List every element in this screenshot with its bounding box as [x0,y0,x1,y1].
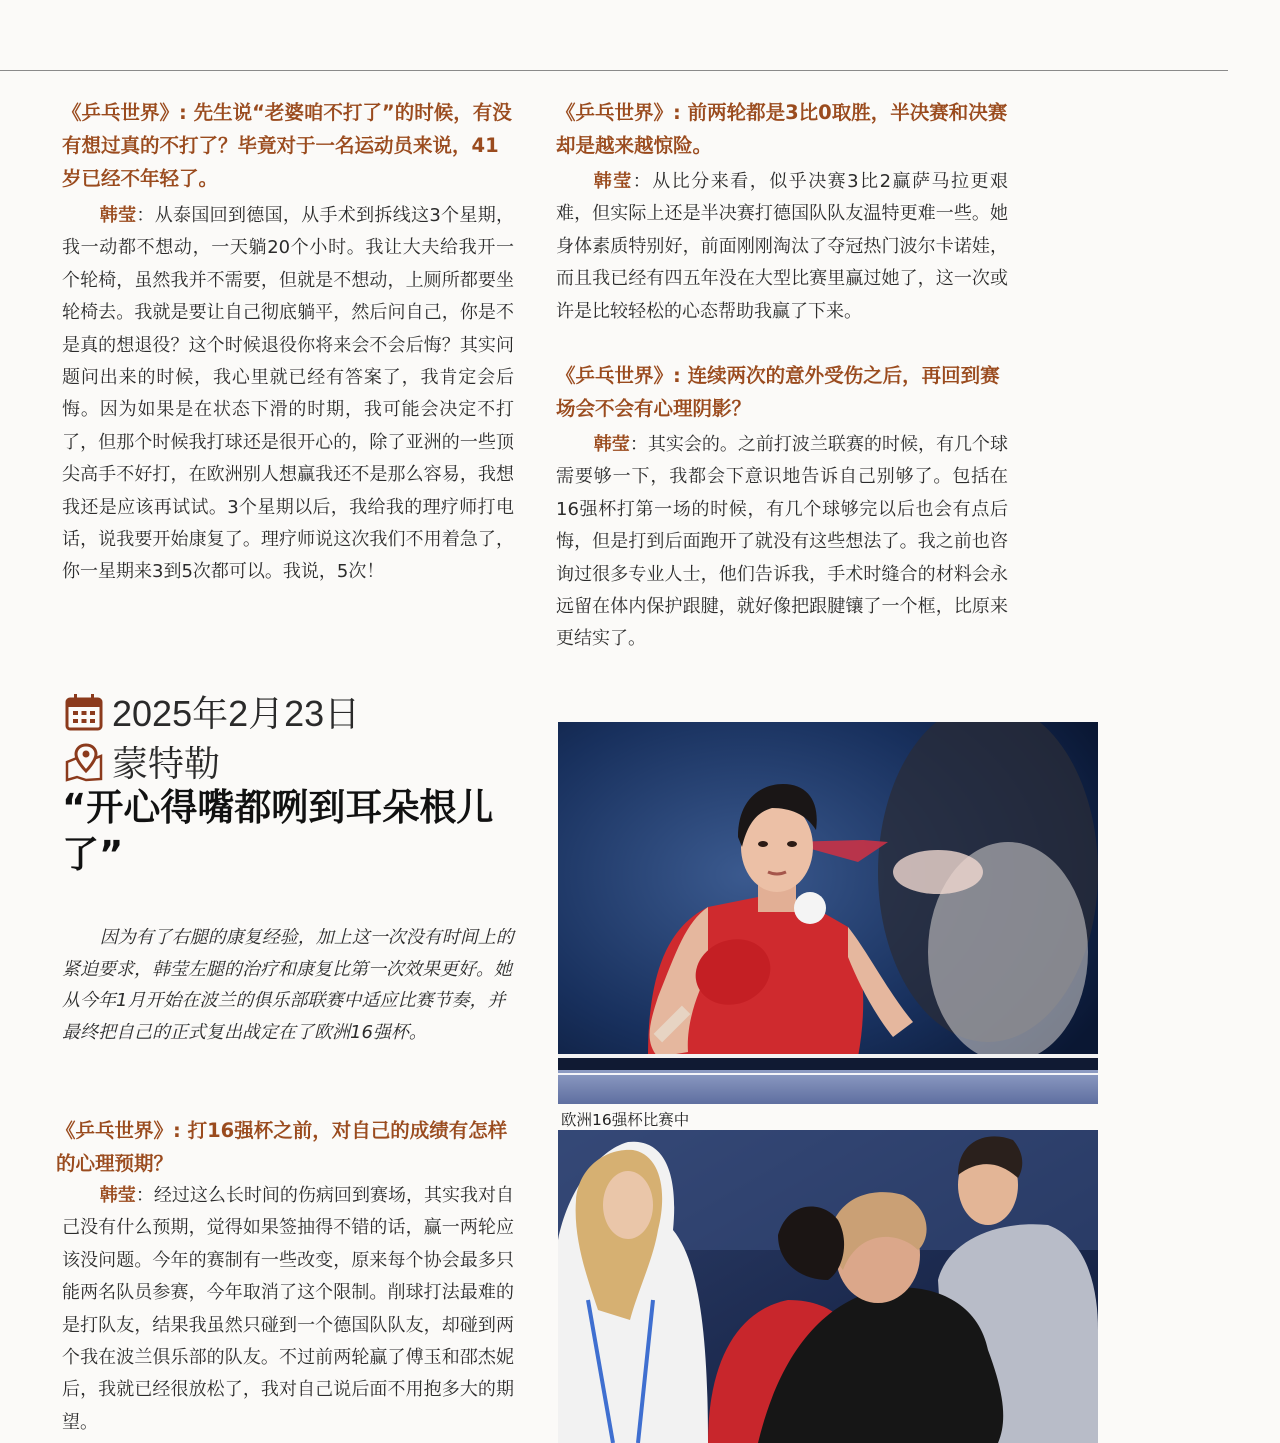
map-pin-icon [64,742,104,782]
answer-1 [62,200,514,589]
question-2-block [56,1114,516,1180]
calendar-icon [64,692,104,732]
answer-3-text: ：从比分来看，似乎决赛3比2赢萨马拉更艰难，但实际上还是半决赛打德国队队友温特更难一些。她身体素质特别好，前面刚刚淘汰了夺冠热门波尔卡诺娃，而且我已经有四五年没在大型比赛里赢过她了，这一次或许是比较轻松的心态帮助我赢了下来。 [556,171,1008,322]
answer-4 [556,429,1008,656]
question-1: 《乒乓世界》: 先生说“老婆咱不打了”的时候，有没有想过真的不打了？毕竟对于一名运动员来说，41岁已经不年轻了。 [62,101,512,190]
answer-4-text: ：其实会的。之前打波兰联赛的时候，有几个球需要够一下，我都会下意识地告诉自己别够了。包括在16强杯打第一场的时候，有几个球够完以后也会有点后悔，但是打到后面跑开了就没有这些想法了。我之前也咨询过很多专业人士，他们告诉我，手术时缝合的材料会永远留在体内保护跟腱，就好像把跟腱镶了一个框，比原来更结实了。 [556,434,1009,650]
answer-3 [556,166,1008,328]
question-2: 《乒乓世界》: 打16强杯之前，对自己的成绩有怎样的心理预期？ [56,1119,508,1175]
answer-2-block [62,1180,514,1439]
speaker-name: 韩莹 [593,434,630,456]
match-photo [558,722,1098,1104]
answer-1-text: ：从泰国回到德国，从手术到拆线这3个星期，我一动都不想动，一天躺20个小时。我让大夫给我开一个轮椅，虽然我并不需要，但就是不想动，上厕所都要坐轮椅去。我就是要让自己彻底躺平，然后问自己，你是不是真的想退役？这个时候退役你将来会不会后悔？其实问题问出来的时候，我心里就已经有答案了，我肯定会后悔。因为如果是在状态下滑的时期，我可能会决定不打了，但那个时候我打球还是很开心的，除了亚洲的一些顶尖高手不好打，在欧洲别人想赢我还不是那么容易，我想我还是应该再试试。3个星期以后，我给我的理疗师打电话，说我要开始康复了。理疗师说这次我们不用着急了，你一星期来3到5次都可以。我说，5次！ [62,205,515,583]
date-row [64,686,360,737]
section-headline: “开心得嘴都咧到耳朵根儿了” [62,786,494,876]
event-place: 蒙特勒 [112,743,221,784]
question-4: 《乒乓世界》: 连续两次的意外受伤之后，再回到赛场会不会有心理阴影？ [556,364,1000,421]
celebration-photo [558,1130,1098,1443]
question-3: 《乒乓世界》: 前两轮都是3比0取胜，半决赛和决赛却是越来越惊险。 [556,101,1008,157]
right-column [556,96,1008,656]
speaker-name: 韩莹 [99,1185,136,1206]
event-date: 2025年2月23日 [112,693,361,734]
photo-caption: 欧洲16强杯比赛中 [561,1111,690,1129]
left-column [62,96,514,589]
player-serving-illustration [558,722,1098,1104]
top-rule [0,70,1228,71]
speaker-name: 韩莹 [593,171,633,192]
answer-2 [62,1180,514,1439]
intro-paragraph: 因为有了右腿的康复经验，加上这一次没有时间上的紧迫要求，韩莹左腿的治疗和康复比第一次效果更好。她从今年1月开始在波兰的俱乐部联赛中适应比赛节奏，并最终把自己的正式复出战定在了欧洲16强杯。 [62,927,514,1043]
place-row [64,736,220,787]
hug-illustration [558,1130,1098,1443]
speaker-name: 韩莹 [99,205,137,226]
answer-2-text: ：经过这么长时间的伤病回到赛场，其实我对自己没有什么预期，觉得如果签抽得不错的话，赢一两轮应该没问题。今年的赛制有一些改变，原来每个协会最多只能两名队员参赛，今年取消了这个限制。削球打法最难的是打队友，结果我虽然只碰到一个德国队队友，却碰到两个我在波兰俱乐部的队友。不过前两轮赢了傅玉和邵杰妮后，我就已经很放松了，我对自己说后面不用抱多大的期望。 [62,1185,515,1433]
